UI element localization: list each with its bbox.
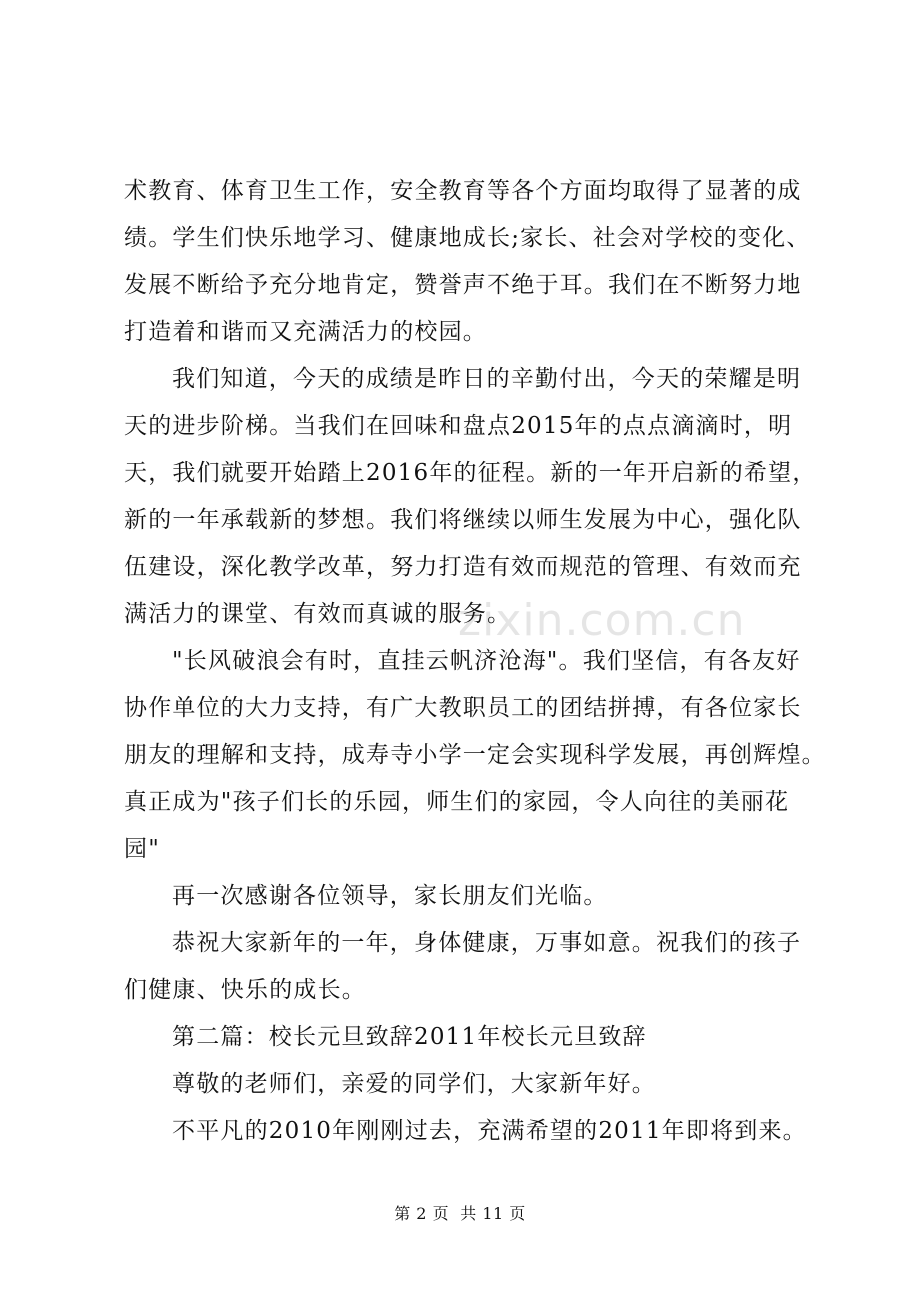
text-line: 术教育、体育卫生工作，安全教育等各个方面均取得了显著的成 — [124, 178, 802, 204]
paragraph-start-line: 再一次感谢各位领导，家长朋友们光临。 — [172, 883, 608, 909]
watermark: zixin.com.cn — [458, 595, 746, 646]
section-heading: 第二篇：校长元旦致辞2011年校长元旦致辞 — [172, 1024, 647, 1050]
paragraph-start-line: 我们知道，今天的成绩是昨日的辛勤付出，今天的荣耀是明 — [172, 366, 802, 392]
text-line: 天，我们就要开始踏上2016年的征程。新的一年开启新的希望， — [124, 460, 817, 486]
text-line: 打造着和谐而又充满活力的校园。 — [124, 319, 487, 345]
text-line: 天的进步阶梯。当我们在回味和盘点2015年的点点滴滴时，明 — [124, 413, 793, 439]
paragraph-start-line: 不平凡的2010年刚刚过去，充满希望的2011年即将到来。 — [172, 1118, 807, 1144]
text-line: 绩。学生们快乐地学习、健康地成长;家长、社会对学校的变化、 — [124, 225, 811, 251]
text-line: 发展不断给予充分地肯定，赞誉声不绝于耳。我们在不断努力地 — [124, 272, 802, 298]
text-line: 们健康、快乐的成长。 — [124, 977, 366, 1003]
paragraph-start-line: "长风破浪会有时，直挂云帆济沧海"。我们坚信，有各友好 — [172, 648, 801, 674]
text-line: 满活力的课堂、有效而真诚的服务。 — [124, 601, 512, 627]
text-line: 新的一年承载新的梦想。我们将继续以师生发展为中心，强化队 — [124, 507, 802, 533]
text-line: 协作单位的大力支持，有广大教职员工的团结拼搏，有各位家长 — [124, 695, 802, 721]
page-footer: 第 2 页 共 11 页 — [394, 1204, 526, 1223]
text-line: 园" — [124, 836, 160, 862]
text-line: 朋友的理解和支持，成寿寺小学一定会实现科学发展，再创辉煌。 — [124, 742, 826, 768]
document-body — [124, 168, 826, 1155]
text-line: 伍建设，深化教学改革，努力打造有效而规范的管理、有效而充 — [124, 554, 802, 580]
paragraph-start-line: 恭祝大家新年的一年，身体健康，万事如意。祝我们的孩子 — [172, 930, 802, 956]
salutation-line: 尊敬的老师们，亲爱的同学们，大家新年好。 — [172, 1071, 656, 1097]
text-line: 真正成为"孩子们长的乐园，师生们的家园，令人向往的美丽花 — [124, 789, 790, 815]
